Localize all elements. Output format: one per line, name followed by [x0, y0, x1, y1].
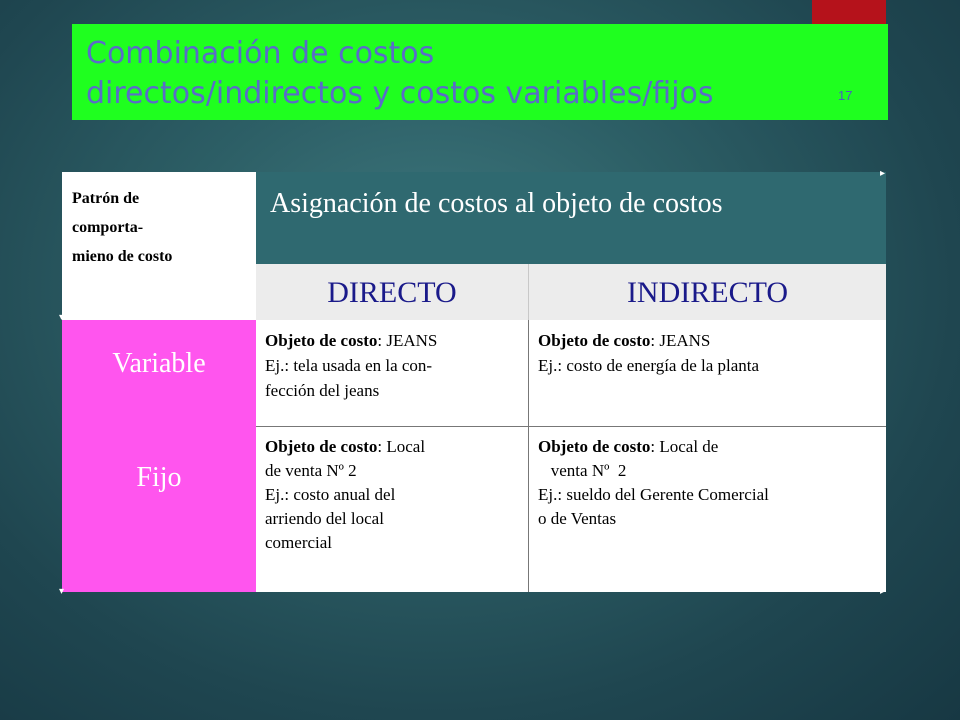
row-label-variable: Variable: [62, 320, 256, 426]
example-line: venta Nº 2: [538, 461, 627, 480]
title-banner: [72, 24, 888, 120]
example-line: arriendo del local: [265, 509, 384, 528]
corner-text-1: Patrón de: [72, 190, 140, 207]
corner-arrow-icon: ▾: [59, 586, 65, 597]
cell-variable-direct: [256, 320, 528, 426]
example-line: Ej.: tela usada en la con-: [265, 356, 433, 375]
corner-text-2: comporta-: [72, 219, 144, 236]
cell-fixed-direct: [256, 426, 528, 592]
example-line: comercial: [265, 533, 333, 552]
example-line: Ej.: sueldo del Gerente Comercial: [538, 485, 769, 504]
slide-title-line-1: Combinación de costos: [86, 36, 435, 71]
cell-fixed-indirect: [528, 426, 886, 592]
cost-object-line: Objeto de costo: JEANS: [538, 331, 711, 350]
column-header-indirect: INDIRECTO: [528, 264, 886, 320]
table-main-header: Asignación de costos al objeto de costos: [256, 172, 886, 264]
example-line: fección del jeans: [265, 381, 380, 400]
slide-title-line-2: directos/indirectos y costos variables/fijos: [86, 76, 714, 111]
corner-arrow-icon: ▸: [880, 586, 886, 597]
cost-object-line: Objeto de costo: Local de: [538, 437, 719, 456]
row-label-fixed: Fijo: [62, 426, 256, 592]
example-line: de venta Nº 2: [265, 461, 357, 480]
corner-text-3: mieno de costo: [72, 248, 173, 265]
cost-object-line: Objeto de costo: Local: [265, 437, 426, 456]
corner-arrow-icon: ▸: [880, 168, 886, 179]
cost-object-line: Objeto de costo: JEANS: [265, 331, 438, 350]
example-line: Ej.: costo de energía de la planta: [538, 356, 760, 375]
corner-arrow-icon: ▾: [59, 312, 65, 323]
table-corner-header: [62, 172, 256, 320]
cell-variable-indirect: [528, 320, 886, 426]
slide-number: 17: [838, 88, 853, 103]
accent-tab: [812, 0, 886, 24]
example-line: o de Ventas: [538, 509, 617, 528]
example-line: Ej.: costo anual del: [265, 485, 396, 504]
column-header-direct: DIRECTO: [256, 264, 528, 320]
